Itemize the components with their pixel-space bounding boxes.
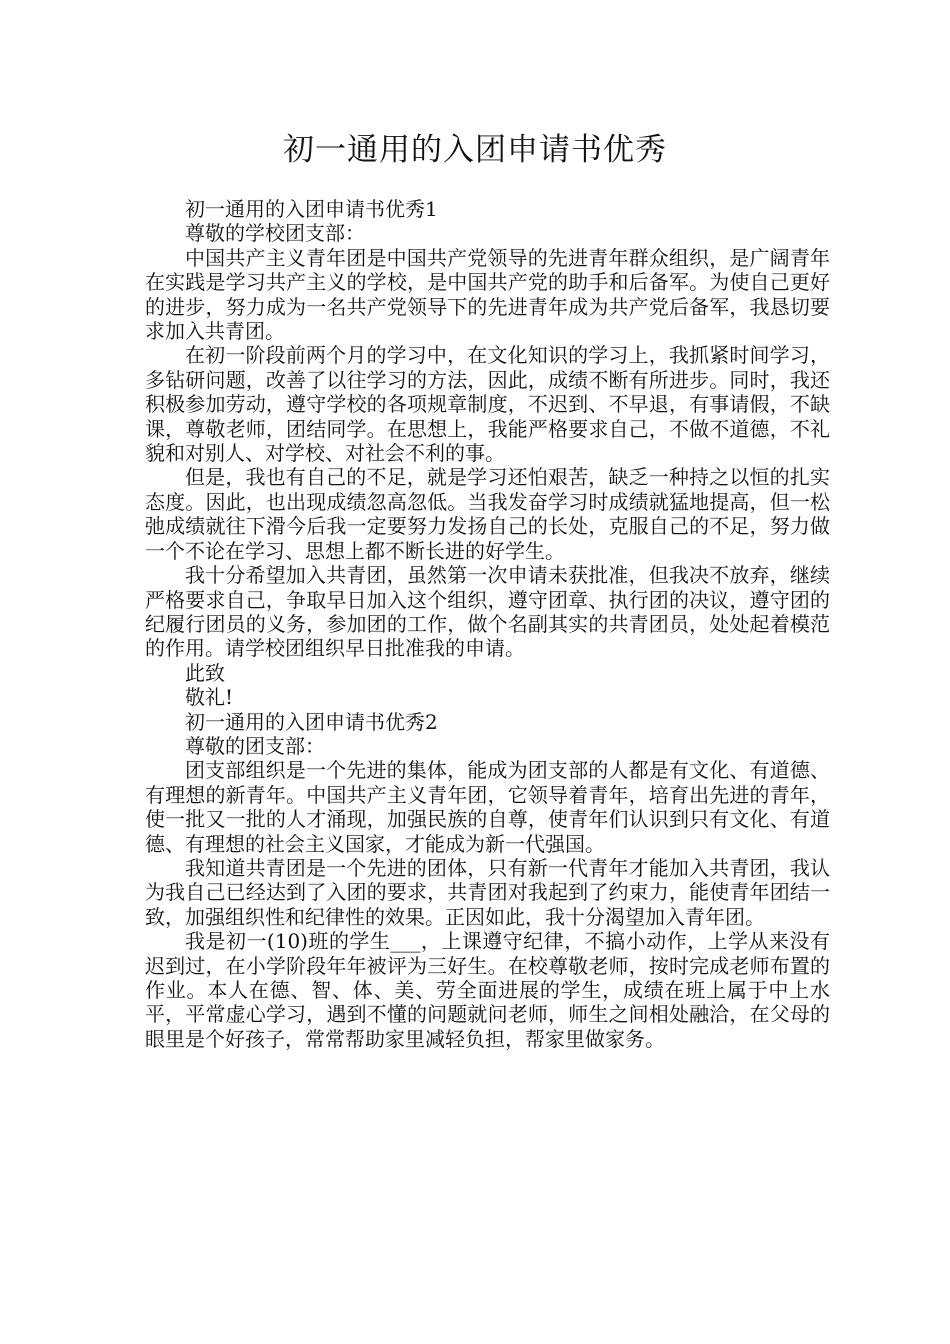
section-heading-1: 初一通用的入团申请书优秀1: [185, 197, 438, 221]
document-body: [145, 197, 830, 1051]
body-paragraph: 我是初一(10)班的学生___，上课遵守纪律，不搞小动作，上学从来没有迟到过，在小学阶段年年被评为三好生。在校尊敬老师，按时完成老师布置的作业。本人在德、智、体、美、劳全面进展的学生，成绩在班上属于中上水平，平常虚心学习，遇到不懂的问题就问老师，师生之间相处融洽，在父母的眼里是个好孩子，常常帮助家里减轻负担，帮家里做家务。: [145, 929, 830, 1051]
closing-line: 此致: [185, 660, 225, 685]
body-paragraph: 在初一阶段前两个月的学习中，在文化知识的学习上，我抓紧时间学习，多钻研问题，改善了以往学习的方法，因此，成绩不断有所进步。同时，我还积极参加劳动，遵守学校的各项规章制度，不迟到、不早退，有事请假，不缺课，尊敬老师，团结同学。在思想上，我能严格要求自己，不做不道德，不礼貌和对别人、对学校、对社会不利的事。: [145, 343, 830, 466]
body-paragraph: 但是，我也有自己的不足，就是学习还怕艰苦，缺乏一种持之以恒的扎实态度。因此，也出现成绩忽高忽低。当我发奋学习时成绩就猛地提高，但一松弛成绩就往下滑今后我一定要努力发扬自己的长处，克服自己的不足，努力做一个不论在学习、思想上都不断长进的好学生。: [145, 465, 830, 563]
body-paragraph: 我十分希望加入共青团，虽然第一次申请未获批准，但我决不放弃，继续严格要求自己，争取早日加入这个组织，遵守团章、执行团的决议，遵守团的纪履行团员的义务，参加团的工作，做个名副其实的共青团员，处处起着模范的作用。请学校团组织早日批准我的申请。: [145, 563, 830, 661]
body-paragraph: 团支部组织是一个先进的集体，能成为团支部的人都是有文化、有道德、有理想的新青年。中国共产主义青年团，它领导着青年，培育出先进的青年，使一批又一批的人才涌现，加强民族的自尊，使青年们认识到只有文化、有道德、有理想的社会主义国家，才能成为新一代强国。: [145, 758, 830, 856]
section-heading-2: 初一通用的入团申请书优秀2: [185, 709, 438, 734]
closing-line: 敬礼!: [185, 685, 234, 710]
body-paragraph: 我知道共青团是一个先进的团体，只有新一代青年才能加入共青团，我认为我自己已经达到了入团的要求，共青团对我起到了约束力，能使青年团结一致，加强组织性和纪律性的效果。正因如此，我十分渴望加入青年团。: [145, 855, 830, 929]
salutation: 尊敬的学校团支部：: [185, 221, 365, 246]
document-title: 初一通用的入团申请书优秀: [283, 132, 667, 168]
salutation: 尊敬的团支部：: [185, 733, 325, 758]
body-paragraph: 中国共产主义青年团是中国共产党领导的先进青年群众组织，是广阔青年在实践是学习共产主义的学校，是中国共产党的助手和后备军。为使自己更好的进步，努力成为一名共产党领导下的先进青年成为共产党后备军，我恳切要求加入共青团。: [145, 245, 830, 344]
